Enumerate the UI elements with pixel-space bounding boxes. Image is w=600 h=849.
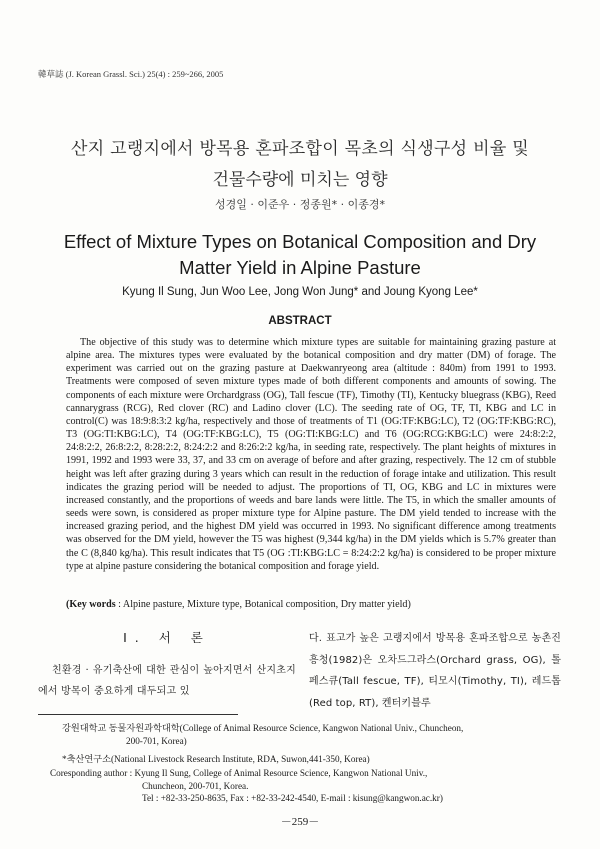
- page-number: －259－: [280, 816, 320, 828]
- keywords-text: : Alpine pasture, Mixture type, Botanical composition, Dry matter yield): [115, 599, 411, 610]
- journal-reference: 韓草誌 (J. Korean Grassl. Sci.) 25(4) : 259~266, 2005: [38, 69, 224, 79]
- affiliation-1: [62, 722, 562, 747]
- english-title-line1: Effect of Mixture Types on Botanical Composition and Dry: [63, 231, 537, 252]
- affiliation-2: *축산연구소(National Livestock Research Institute, RDA, Suwon,441-350, Korea): [62, 754, 370, 764]
- korean-title-line1: 산지 고랭지에서 방목용 혼파조합이 목초의 식생구성 비율 및: [71, 139, 529, 159]
- abstract-heading: ABSTRACT: [268, 315, 332, 327]
- korean-authors: 성경일 · 이준우 · 정종원* · 이종경*: [215, 198, 385, 211]
- corr-line3: Tel : +82-33-250-8635, Fax : +82-33-242-4540, E-mail : kisung@kangwon.ac.kr): [142, 793, 443, 803]
- intro-heading: I. 서 론: [123, 630, 211, 645]
- affiliation-1-cont: 200-701, Korea): [126, 735, 187, 746]
- affiliation-1-text: 강원대학교 동물자원과학대학(College of Animal Resource Science, Kangwon National Univ., Chuncheon,: [62, 723, 464, 733]
- corr-line1: Coresponding author : Kyung Il Sung, College of Animal Resource Science, Kangwon National Univ.,: [50, 768, 428, 778]
- korean-title-line2: 건물수량에 미치는 영향: [212, 170, 388, 190]
- corresponding-author: [50, 767, 562, 805]
- keywords-label: (Key words: [66, 599, 116, 610]
- intro-right-text: 다. 표고가 높은 고랭지에서 방목용 혼파조합으로 농촌진흥청(1982)은 오차드그라스(Orchard grass, OG), 톨페스큐(Tall fescue, TF), 티모시(Timothy, TI), 레드톱(Red top, RT), 켄터키블루: [309, 633, 561, 709]
- footnote-divider: [38, 714, 238, 715]
- english-authors: Kyung Il Sung, Jun Woo Lee, Jong Won Jung* and Joung Kyong Lee*: [122, 286, 478, 298]
- keywords: [66, 598, 556, 611]
- intro-left-column: [38, 628, 296, 702]
- corr-line2: Chuncheon, 200-701, Korea.: [142, 780, 249, 791]
- intro-left-text: 친환경 · 유기축산에 대한 관심이 높아지면서 산지초지에서 방목이 중요하게 대두되고 있: [38, 665, 296, 697]
- intro-right-column: [309, 628, 561, 714]
- abstract-body: The objective of this study was to determine which mixture types are suitable for maintaining grazing pasture at alpine area. The mixtures types were evaluated by the botanical composition and dry matter (DM) of forage. The experiment was carried out on the grazing pasture at Daekwanryeong area (altitude : 840m) from 1991 to 1993. Treatments were composed of seven mixture types made of both different components and amounts of sowing. The components of each mixture were Orchardgrass (OG), Tall fescue (TF), Timothy (TI), Kentucky bluegrass (KBG), Reed cannarygrass (RCG), Red clover (RC) and Ladino clover (LC). The seeding rate of OG, TF, TI, KBG and LC in control(C) was 18:9:8:3:2 kg/ha, respectively and those of treatments of T1 (OG:TF:KBG:LC), T2 (OG:TF:KBG:RC), T3 (OG:TI:KBG:LC), T4 (OG:TF:KBG:LC), T5 (OG:TI:KBG:LC) and T6 (OG:RCG:KBG:LC) were 24:8:2:2, 24:8:2:2, 26:8:2:2, 8:28:2:2, 8:24:2:2 and 8:26:2:2 kg/ha, in seeding rate, respectively. The plant heights of mixtures in 1991, 1992 and 1993 were 33, 37, and 33 cm on average of before and after grazing, respectively. The 12 cm of stubble height was left after grazing during 3 years which can result in the reduction of forage intake and utilization. This result indicates the grazing period will be needed to adjust. The proportions of TI, OG, KBG and LC in mixtures were increased constantly, and the proportions of weeds and bare lands were little. The T5, in which the smaller amounts of seeds were sown, is considered as proper mixture type for Alpine pasture. The DM yield tended to increase with the increased grazing period, and the highest DM yield was occurred in 1993. No significant difference among treatments was observed for the DM yield, however the T5 was highest (9,344 kg/ha) in the DM yields which is 5.7% greater than the C (8,840 kg/ha). This result indicates that T5 (OG :TI:KBG:LC = 8:24:2:2 kg/ha) is considered to be proper mixture type at alpine pasture considering the botanical composition and forage yield.: [66, 337, 556, 572]
- english-title-line2: Matter Yield in Alpine Pasture: [179, 257, 421, 278]
